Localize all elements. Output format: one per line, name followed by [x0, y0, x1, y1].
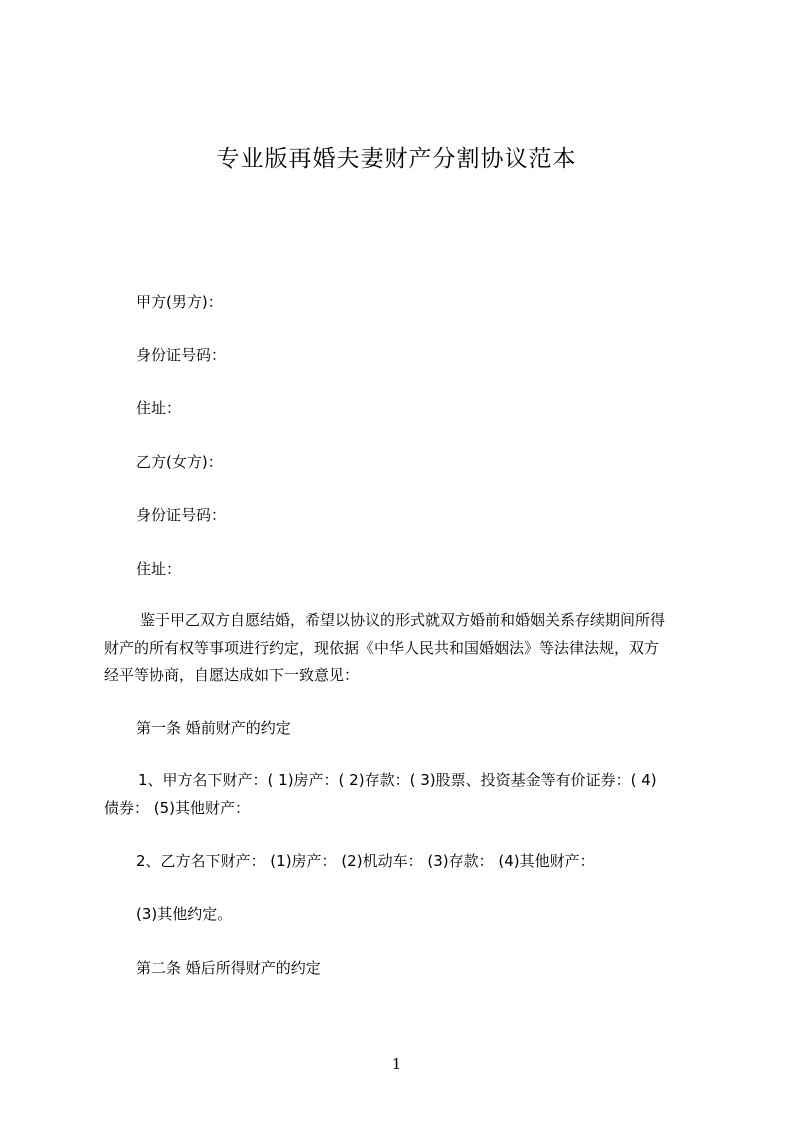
preamble-line: 经平等协商，自愿达成如下一致意见：	[104, 666, 360, 684]
preamble-line: 财产的所有权等事项进行约定，现依据《中华人民共和国婚姻法》等法律法规，双方	[104, 638, 660, 657]
preamble-paragraph	[104, 607, 704, 690]
article-1-item-3: (3)其他约定。	[136, 905, 233, 923]
article-1-item-2: 2、乙方名下财产： (1)房产： (2)机动车： (3)存款： (4)其他财产：	[136, 852, 595, 870]
article-2-heading: 第二条 婚后所得财产的约定	[136, 959, 321, 977]
document-title: 专业版再婚夫妻财产分割协议范本	[216, 146, 577, 172]
party-a-label: 甲方(男方)：	[136, 293, 223, 311]
article-1-item-1	[104, 767, 704, 822]
article-1-item-1-line: 1、甲方名下财产：( 1)房产：( 2)存款：( 3)股票、投资基金等有价证券：( 4)	[138, 771, 657, 789]
party-a-address-label: 住址：	[136, 399, 182, 417]
preamble-line: 鉴于甲乙双方自愿结婚，希望以协议的形式就双方婚前和婚姻关系存续期间所得	[140, 611, 666, 629]
article-1-item-1-line: 债券： (5)其他财产：	[104, 798, 251, 817]
page-number: 1	[391, 1055, 402, 1073]
party-b-id-label: 身份证号码：	[136, 506, 227, 524]
party-b-address-label: 住址：	[136, 560, 182, 578]
party-b-label: 乙方(女方)：	[136, 453, 223, 471]
party-a-id-label: 身份证号码：	[136, 346, 227, 364]
article-1-heading: 第一条 婚前财产的约定	[136, 719, 291, 737]
